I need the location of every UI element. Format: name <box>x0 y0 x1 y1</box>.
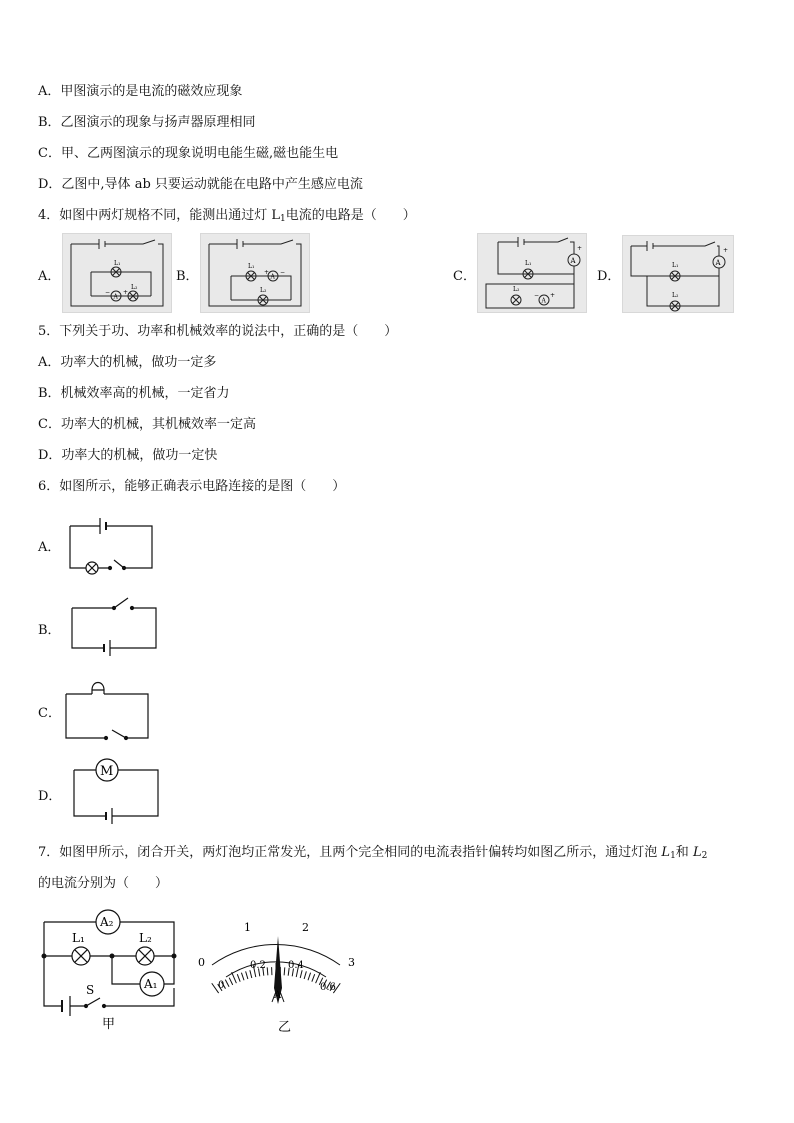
svg-text:+: + <box>550 292 556 299</box>
inner-scale-0.4: 0.4 <box>288 960 304 971</box>
q7-figure-jia <box>36 904 182 1034</box>
q6-label-b: B． <box>38 623 61 638</box>
svg-text:+: + <box>723 247 729 254</box>
q4-circuit-b <box>200 233 310 313</box>
q7-figure-yi <box>190 918 362 1036</box>
dial-tick <box>229 978 232 985</box>
q4-label-b: B． <box>176 269 199 284</box>
q7-stem-line2: 的电流分别为（ ） <box>38 876 169 891</box>
dial-tick <box>225 980 229 987</box>
svg-text:+: + <box>577 245 583 252</box>
dial-tick <box>312 974 315 981</box>
dial-tick <box>241 973 244 981</box>
dial-tick <box>308 973 311 981</box>
caption-yi: 乙 <box>278 1020 292 1035</box>
q5-option-a: A．功率大的机械，做功一定多 <box>38 355 217 370</box>
lamp-l1-label: L₁ <box>72 931 85 945</box>
q6-circuit-d <box>64 758 164 832</box>
q6-stem: 6．如图所示，能够正确表示电路连接的是图（ ） <box>38 479 346 494</box>
inner-scale-0: 0 <box>218 980 225 991</box>
svg-text:+: + <box>264 269 270 276</box>
dial-tick <box>246 971 248 979</box>
q4-circuit-d <box>622 235 734 313</box>
q3-option-a: A．甲图演示的是电流的磁效应现象 <box>38 84 243 99</box>
unit-a: A <box>274 990 282 1001</box>
caption-jia: 甲 <box>102 1017 116 1032</box>
q4a-l2-label: L₂ <box>131 284 138 291</box>
q4-label-d: D． <box>597 269 621 284</box>
q4-stem: 4．如图中两灯规格不同，能测出通过灯 $L_1$电流的电路是（ ） <box>38 208 416 224</box>
q4a-l1-label: L₁ <box>114 260 121 267</box>
switch-s-label: S <box>86 983 95 997</box>
q6-label-c: C． <box>38 706 61 721</box>
q6-circuit-b <box>64 594 160 664</box>
ammeter-a2: A₂ <box>100 915 114 929</box>
q5-option-b: B．机械效率高的机械，一定省力 <box>38 386 230 401</box>
dial-tick <box>300 970 302 978</box>
dial-tick <box>250 970 252 978</box>
svg-text:L₂: L₂ <box>672 292 679 299</box>
svg-text:L₂: L₂ <box>260 287 267 294</box>
lamp-l2-label: L₂ <box>139 931 152 945</box>
outer-scale-1: 1 <box>244 921 251 934</box>
q4-circuit-a <box>62 233 172 313</box>
q4-label-c: C． <box>453 269 476 284</box>
svg-text:+: + <box>123 289 129 296</box>
q7-stem-line1: 7．如图甲所示，闭合开关，两灯泡均正常发光，且两个完全相同的电流表指针偏转均如图乙所示，通过灯泡 $L_1$和 $L_2$ <box>38 845 708 861</box>
dial-tick <box>232 972 237 983</box>
svg-text:L₁: L₁ <box>525 260 532 267</box>
q4b-ammeter: A <box>270 273 275 281</box>
dial-tick <box>304 971 306 979</box>
inner-scale-0.2: 0.2 <box>250 960 266 971</box>
q6-label-d: D． <box>38 789 62 804</box>
dial-tick <box>284 967 285 975</box>
svg-text:−: − <box>534 292 540 299</box>
inner-scale-0.6: 0.6 <box>320 982 336 993</box>
q4-circuit-c <box>477 233 587 313</box>
outer-scale-0: 0 <box>198 956 205 969</box>
dial-tick <box>237 974 240 981</box>
q3-option-b: B．乙图演示的现象与扬声器原理相同 <box>38 115 256 130</box>
svg-text:L₁: L₁ <box>672 262 679 269</box>
q4-label-a: A． <box>38 269 61 284</box>
outer-scale-3: 3 <box>348 956 355 969</box>
svg-text:L₂: L₂ <box>513 286 520 293</box>
q5-option-c: C．功率大的机械，其机械效率一定高 <box>38 417 256 432</box>
ammeter-a1: A₁ <box>144 977 158 991</box>
motor-symbol: M <box>100 764 114 779</box>
svg-text:L₁: L₁ <box>248 263 255 270</box>
q5-option-d: D．功率大的机械，做功一定快 <box>38 448 218 463</box>
q5-stem: 5．下列关于功、功率和机械效率的说法中，正确的是（ ） <box>38 324 398 339</box>
svg-text:A: A <box>715 259 721 267</box>
q3-option-d: D．乙图中,导体 ab 只要运动就能在电路中产生感应电流 <box>38 177 363 192</box>
svg-text:A: A <box>570 257 576 265</box>
svg-text:A: A <box>541 297 546 305</box>
outer-scale-2: 2 <box>302 921 309 934</box>
q6-circuit-c <box>60 676 156 748</box>
q4a-ammeter: A <box>113 293 118 301</box>
dial-tick <box>267 967 268 975</box>
q6-circuit-a <box>64 512 160 576</box>
svg-text:−: − <box>280 269 286 276</box>
q3-option-c: C．甲、乙两图演示的现象说明电能生磁,磁也能生电 <box>38 146 339 161</box>
svg-text:−: − <box>105 289 111 296</box>
q6-label-a: A． <box>38 540 61 555</box>
